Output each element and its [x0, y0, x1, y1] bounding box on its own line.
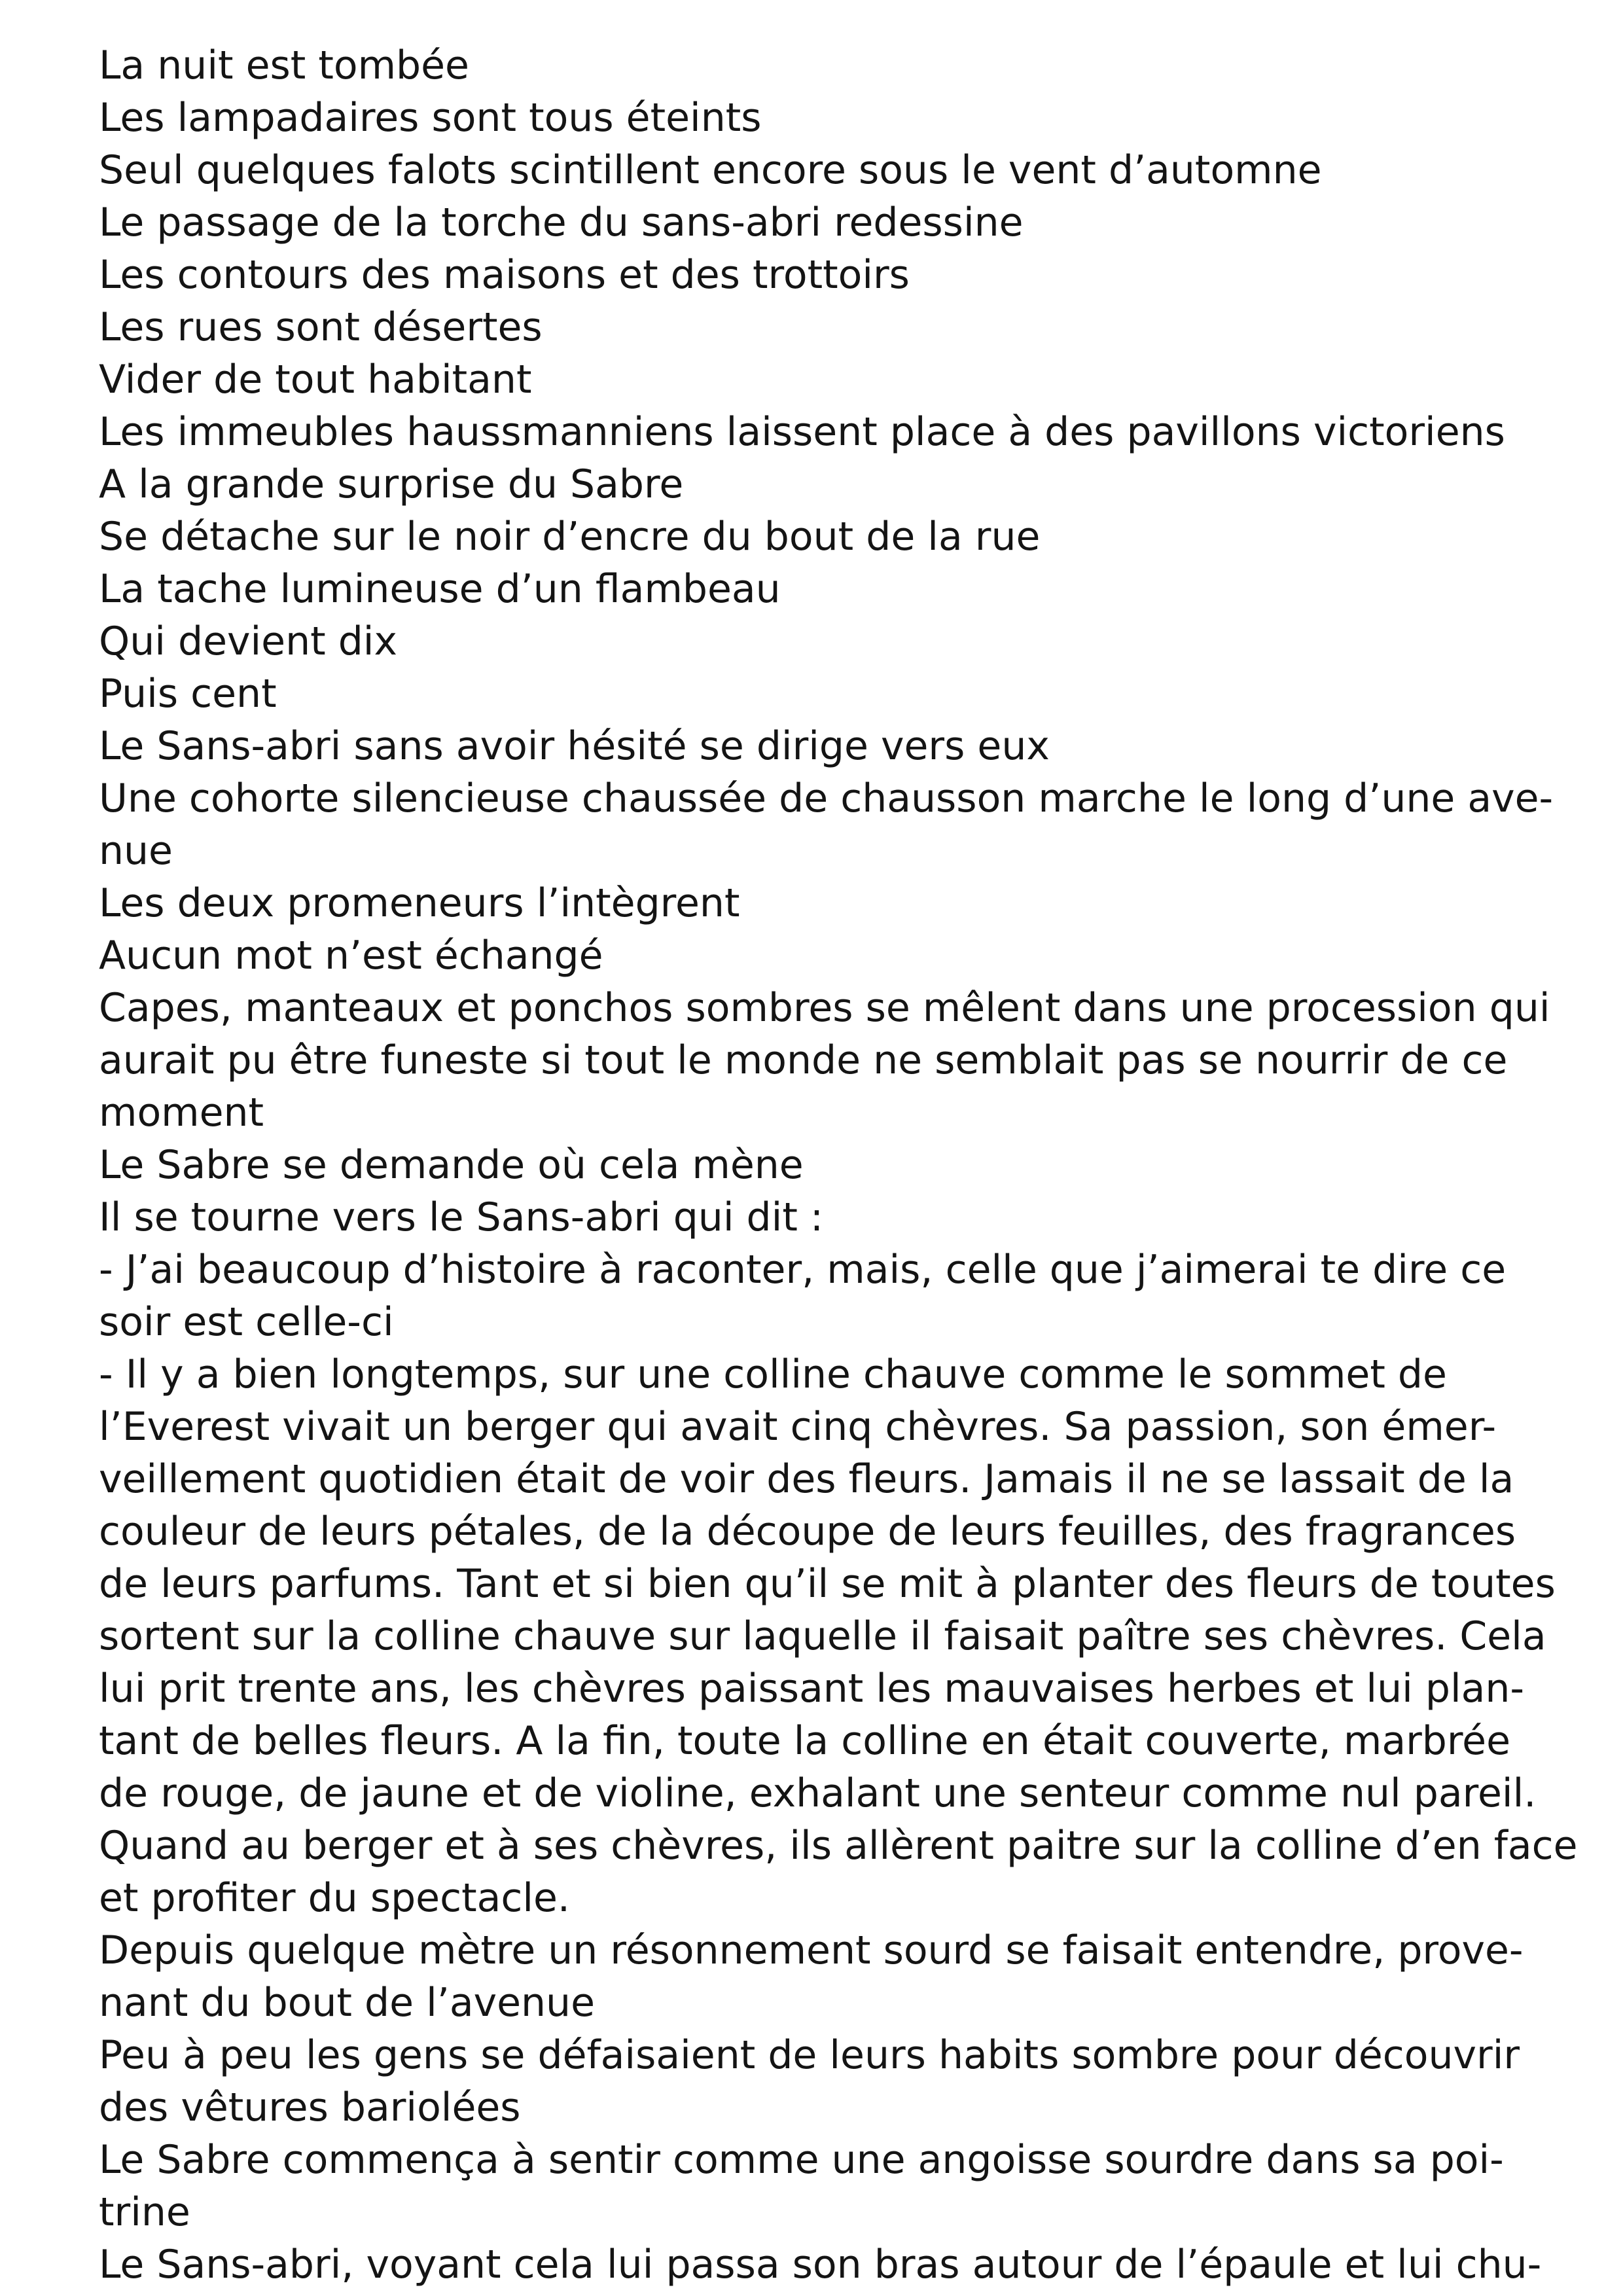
text-line: de rouge, de jaune et de violine, exhalant une senteur comme nul pareil. [99, 1770, 1537, 1816]
text-line: et profiter du spectacle. [99, 1875, 570, 1921]
text-line: veillement quotidien était de voir des fleurs. Jamais il ne se lassait de la [99, 1456, 1514, 1502]
text-line: Les rues sont désertes [99, 304, 543, 350]
text-line: de leurs parfums. Tant et si bien qu’il se mit à planter des fleurs de toutes [99, 1561, 1556, 1607]
text-line: Aucun mot n’est échangé [99, 933, 603, 978]
text-line: Le passage de la torche du sans-abri redessine [99, 200, 1024, 245]
text-line: La tache lumineuse d’un flambeau [99, 566, 781, 612]
text-line: Le Sans-abri, voyant cela lui passa son bras autour de l’épaule et lui chu- [99, 2242, 1542, 2287]
text-line: Une cohorte silencieuse chaussée de chausson marche le long d’une ave- [99, 776, 1554, 821]
text-line: - J’ai beaucoup d’histoire à raconter, mais, celle que j’aimerai te dire ce [99, 1247, 1507, 1293]
text-line: La nuit est tombée [99, 43, 469, 88]
text-line: Quand au berger et à ses chèvres, ils allèrent paitre sur la colline d’en face [99, 1823, 1578, 1869]
text-line: Les lampadaires sont tous éteints [99, 95, 762, 141]
text-line: Seul quelques falots scintillent encore sous le vent d’automne [99, 147, 1322, 193]
text-line: Les immeubles haussmanniens laissent place à des pavillons victoriens [99, 409, 1505, 455]
text-line: Le Sans-abri sans avoir hésité se dirige vers eux [99, 723, 1050, 769]
text-line: nant du bout de l’avenue [99, 1980, 595, 2026]
text-line: trine [99, 2189, 190, 2235]
text-line: Qui devient dix [99, 619, 397, 664]
text-line: aurait pu être funeste si tout le monde ne semblait pas se nourrir de ce [99, 1037, 1508, 1083]
text-line: soir est celle-ci [99, 1299, 394, 1345]
text-line: Le Sabre se demande où cela mène [99, 1142, 804, 1188]
text-line: Les deux promeneurs l’intègrent [99, 880, 740, 926]
text-line: tant de belles fleurs. A la fin, toute la colline en était couverte, marbrée [99, 1718, 1511, 1764]
text-line: des vêtures bariolées [99, 2085, 521, 2130]
text-line: l’Everest vivait un berger qui avait cinq chèvres. Sa passion, son émer- [99, 1404, 1497, 1450]
text-line: Le Sabre commença à sentir comme une angoisse sourdre dans sa poi- [99, 2137, 1504, 2183]
text-line: Capes, manteaux et ponchos sombres se mêlent dans une procession qui [99, 985, 1550, 1031]
body-text [99, 39, 1578, 2291]
text-line: lui prit trente ans, les chèvres paissant les mauvaises herbes et lui plan- [99, 1666, 1525, 1712]
text-line: Il se tourne vers le Sans-abri qui dit : [99, 1194, 824, 1240]
text-line: moment [99, 1090, 264, 1136]
text-line: couleur de leurs pétales, de la découpe de leurs feuilles, des fragrances [99, 1509, 1516, 1554]
text-line: A la grande surprise du Sabre [99, 461, 684, 507]
text-line: Peu à peu les gens se défaisaient de leurs habits sombre pour découvrir [99, 2032, 1520, 2078]
text-line: Les contours des maisons et des trottoirs [99, 252, 910, 298]
text-line: sortent sur la colline chauve sur laquelle il faisait paître ses chèvres. Cela [99, 1613, 1546, 1659]
text-line: Depuis quelque mètre un résonnement sourd se faisait entendre, prove- [99, 1928, 1524, 1973]
text-line: nue [99, 828, 173, 874]
text-line: Vider de tout habitant [99, 357, 532, 403]
text-line: Puis cent [99, 671, 277, 717]
text-line: Se détache sur le noir d’encre du bout de la rue [99, 514, 1041, 560]
text-line: - Il y a bien longtemps, sur une colline chauve comme le sommet de [99, 1352, 1447, 1397]
